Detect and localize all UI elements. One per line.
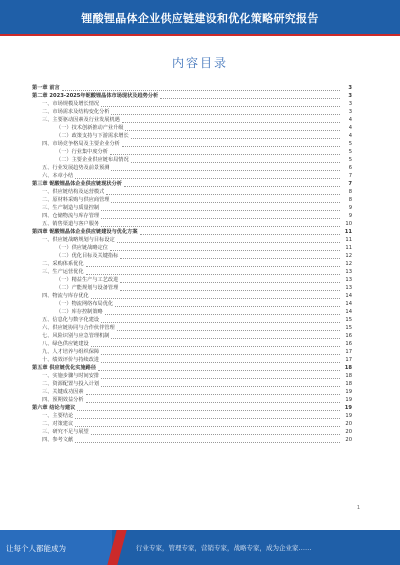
toc-leader-dots — [106, 190, 340, 195]
toc-entry[interactable] — [32, 420, 352, 428]
toc-entry-label: 四、物流与库存优化 — [42, 293, 89, 299]
report-header-bar — [0, 0, 400, 34]
report-title: 锂酸锂晶体企业供应链建设和优化策略研究报告 — [81, 12, 319, 25]
toc-entry-page: 11 — [345, 245, 352, 251]
toc-leader-dots — [98, 366, 340, 371]
toc-entry[interactable] — [32, 428, 352, 436]
toc-entry-label: 五、信息化与数字化建设 — [42, 317, 100, 323]
toc-entry-label: 一、主要结论 — [42, 413, 74, 419]
toc-entry-page: 5 — [348, 157, 352, 163]
toc-leader-dots — [125, 126, 340, 131]
toc-leader-dots — [75, 174, 340, 179]
toc-entry-page: 13 — [345, 277, 352, 283]
toc-leader-dots — [91, 342, 340, 347]
toc-entry[interactable] — [32, 308, 352, 316]
toc-entry-label: 三、生产制造与质量控制 — [42, 205, 100, 211]
table-of-contents — [32, 84, 352, 444]
toc-entry-page: 15 — [345, 317, 352, 323]
toc-entry-page: 18 — [345, 381, 352, 387]
toc-entry-label: 二、采购体系优化 — [42, 261, 84, 267]
toc-entry-label: 六、供应链协同与合作伙伴管理 — [42, 325, 115, 331]
toc-entry-page: 14 — [345, 309, 352, 315]
toc-entry-label: 一、实施步骤与时间安排 — [42, 373, 100, 379]
toc-leader-dots — [101, 318, 340, 323]
toc-entry-label: 第一章 前言 — [32, 85, 60, 91]
toc-entry-label: 二、对策建议 — [42, 421, 74, 427]
toc-leader-dots — [101, 350, 340, 355]
toc-leader-dots — [91, 430, 340, 435]
toc-entry-label: （一）物流网络布局优化 — [56, 301, 114, 307]
toc-entry-label: （一）精益生产与工艺改进 — [56, 277, 119, 283]
toc-entry-label: 四、市场竞争格局及主要企业分析 — [42, 141, 120, 147]
toc-entry[interactable] — [32, 388, 352, 396]
toc-entry-page: 4 — [348, 125, 352, 131]
toc-leader-dots — [86, 262, 340, 267]
toc-leader-dots — [91, 294, 340, 299]
toc-leader-dots — [117, 238, 340, 243]
toc-entry-page: 19 — [344, 405, 352, 411]
toc-entry-label: 第五章 供应链优化实施路径 — [32, 365, 97, 371]
toc-entry-page: 10 — [345, 221, 352, 227]
toc-entry[interactable] — [32, 108, 352, 116]
toc-leader-dots — [115, 302, 340, 307]
toc-entry[interactable] — [32, 300, 352, 308]
toc-entry-page: 19 — [345, 397, 352, 403]
toc-entry-label: （一）技术创新推动产业升级 — [56, 125, 124, 131]
toc-entry-page: 13 — [345, 285, 352, 291]
toc-entry-page: 6 — [348, 165, 352, 171]
toc-leader-dots — [101, 102, 340, 107]
toc-entry-label: 五、行业发展趋势及前景预测 — [42, 165, 110, 171]
toc-entry-page: 9 — [348, 205, 352, 211]
toc-entry-page: 5 — [348, 141, 352, 147]
toc-leader-dots — [101, 206, 340, 211]
toc-leader-dots — [120, 254, 340, 259]
toc-entry-label: 第六章 结论与建议 — [32, 405, 76, 411]
toc-entry-label: 二、市场需求及结构变化分析 — [42, 109, 110, 115]
toc-leader-dots — [62, 86, 340, 91]
toc-entry-page: 20 — [345, 429, 352, 435]
toc-entry-page: 7 — [348, 173, 352, 179]
toc-leader-dots — [110, 150, 340, 155]
toc-entry[interactable] — [32, 236, 352, 244]
toc-entry[interactable] — [32, 396, 352, 404]
toc-entry-page: 3 — [348, 101, 352, 107]
toc-entry[interactable] — [32, 268, 352, 276]
footer-tagline: 行业专家，管理专家，营销专家，战略专家，成为企业家…… — [136, 544, 312, 552]
toc-entry-page: 15 — [345, 325, 352, 331]
toc-leader-dots — [131, 158, 340, 163]
toc-entry[interactable] — [32, 332, 352, 340]
toc-leader-dots — [86, 390, 340, 395]
toc-entry-label: 七、风险识别与应急管理机制 — [42, 333, 110, 339]
toc-entry-page: 12 — [345, 253, 352, 259]
footer-slogan: 让每个人都能成为 — [6, 544, 66, 553]
toc-entry-page: 3 — [348, 93, 352, 99]
toc-entry[interactable] — [32, 132, 352, 140]
toc-entry-label: （二）优化目标及关键指标 — [56, 253, 119, 259]
toc-entry-page: 18 — [345, 373, 352, 379]
toc-entry[interactable] — [32, 172, 352, 180]
toc-entry-page: 18 — [344, 365, 352, 371]
toc-entry-page: 14 — [345, 301, 352, 307]
toc-leader-dots — [111, 334, 340, 339]
toc-leader-dots — [140, 230, 340, 235]
toc-entry-label: 三、主要驱动因素及行业发展机遇 — [42, 117, 120, 123]
toc-entry-page: 17 — [345, 349, 352, 355]
toc-entry[interactable] — [32, 92, 352, 100]
toc-entry-label: 四、仓储物流与库存管理 — [42, 213, 100, 219]
toc-leader-dots — [75, 438, 340, 443]
toc-entry[interactable] — [32, 220, 352, 228]
toc-entry-page: 13 — [345, 269, 352, 275]
page-number: 1 — [356, 505, 360, 511]
toc-entry-page: 5 — [348, 149, 352, 155]
toc-entry[interactable] — [32, 228, 352, 236]
toc-entry[interactable] — [32, 188, 352, 196]
toc-entry-page: 9 — [348, 213, 352, 219]
toc-leader-dots — [160, 94, 340, 99]
toc-entry-label: （二）政策支持与下游需求增长 — [56, 133, 129, 139]
toc-entry[interactable] — [32, 404, 352, 412]
toc-entry-label: 一、供应链结构及运营模式 — [42, 189, 105, 195]
toc-entry[interactable] — [32, 380, 352, 388]
toc-entry[interactable] — [32, 100, 352, 108]
toc-entry-label: 一、供应链战略规划与目标设定 — [42, 237, 115, 243]
toc-entry[interactable] — [32, 436, 352, 444]
toc-title: 内容目录 — [171, 56, 228, 70]
toc-entry[interactable] — [32, 156, 352, 164]
toc-entry-page: 16 — [345, 333, 352, 339]
toc-entry-label: 三、生产运营优化 — [42, 269, 84, 275]
toc-entry[interactable] — [32, 292, 352, 300]
toc-leader-dots — [101, 222, 340, 227]
toc-entry[interactable] — [32, 356, 352, 364]
toc-entry[interactable] — [32, 316, 352, 324]
toc-entry[interactable] — [32, 340, 352, 348]
toc-entry-label: （一）供应链战略定位 — [56, 245, 108, 251]
toc-entry-page: 12 — [345, 261, 352, 267]
toc-entry-page: 20 — [345, 437, 352, 443]
toc-leader-dots — [111, 166, 340, 171]
footer-banner — [0, 530, 400, 565]
toc-leader-dots — [124, 182, 340, 187]
toc-entry[interactable] — [32, 124, 352, 132]
toc-entry-page: 14 — [345, 293, 352, 299]
toc-leader-dots — [111, 110, 340, 115]
toc-entry[interactable] — [32, 276, 352, 284]
toc-entry-page: 4 — [348, 133, 352, 139]
toc-entry-label: 四、预期效益分析 — [42, 397, 84, 403]
toc-leader-dots — [101, 358, 340, 363]
toc-entry-label: 第三章 铌酸锂晶体企业供应链现状分析 — [32, 181, 122, 187]
toc-entry[interactable] — [32, 412, 352, 420]
toc-entry-page: 19 — [345, 389, 352, 395]
toc-entry-page: 16 — [345, 341, 352, 347]
toc-leader-dots — [75, 422, 340, 427]
toc-entry-page: 3 — [348, 109, 352, 115]
toc-leader-dots — [101, 382, 340, 387]
toc-entry-label: 五、销售渠道与客户服务 — [42, 221, 100, 227]
toc-leader-dots — [75, 414, 340, 419]
toc-leader-dots — [86, 398, 340, 403]
toc-entry-page: 19 — [345, 413, 352, 419]
header-accent-line — [0, 34, 400, 36]
toc-entry[interactable] — [32, 140, 352, 148]
toc-entry-label: （一）行业集中度分析 — [56, 149, 108, 155]
toc-entry[interactable] — [32, 372, 352, 380]
toc-entry-label: （二）主要企业供应链布局情况 — [56, 157, 129, 163]
toc-entry[interactable] — [32, 212, 352, 220]
toc-entry-page: 3 — [348, 85, 352, 91]
toc-leader-dots — [122, 142, 340, 147]
toc-entry[interactable] — [32, 164, 352, 172]
toc-leader-dots — [86, 270, 340, 275]
toc-entry-page: 11 — [345, 237, 352, 243]
toc-entry-label: 一、市场规模及增长情况 — [42, 101, 100, 107]
toc-entry-page: 8 — [348, 197, 352, 203]
toc-leader-dots — [105, 310, 340, 315]
toc-entry[interactable] — [32, 204, 352, 212]
toc-entry-page: 20 — [345, 421, 352, 427]
toc-entry[interactable] — [32, 180, 352, 188]
toc-entry-page: 7 — [348, 181, 352, 187]
toc-entry[interactable] — [32, 348, 352, 356]
toc-entry[interactable] — [32, 116, 352, 124]
toc-entry-label: 八、绿色供应链建设 — [42, 341, 89, 347]
toc-entry-label: 四、参考文献 — [42, 437, 74, 443]
toc-leader-dots — [110, 246, 340, 251]
toc-leader-dots — [111, 198, 340, 203]
toc-leader-dots — [101, 214, 340, 219]
toc-entry[interactable] — [32, 364, 352, 372]
toc-leader-dots — [131, 134, 340, 139]
toc-entry[interactable] — [32, 244, 352, 252]
toc-entry[interactable] — [32, 324, 352, 332]
footer-left-panel — [0, 530, 112, 565]
toc-entry-label: 三、关键成功因素 — [42, 389, 84, 395]
toc-entry-label: 六、本章小结 — [42, 173, 74, 179]
toc-leader-dots — [117, 326, 340, 331]
toc-entry-label: 第四章 铌酸锂晶体企业供应链建设与优化方案 — [32, 229, 138, 235]
toc-leader-dots — [120, 286, 340, 291]
toc-entry[interactable] — [32, 148, 352, 156]
toc-entry-label: （二）产能规划与设备管理 — [56, 285, 119, 291]
toc-entry-label: 三、研究不足与展望 — [42, 429, 89, 435]
toc-entry-page: 17 — [345, 357, 352, 363]
toc-entry-label: 十、绩效评价与持续改进 — [42, 357, 100, 363]
toc-entry[interactable] — [32, 284, 352, 292]
toc-entry-label: 二、资源配置与投入计划 — [42, 381, 100, 387]
toc-leader-dots — [120, 278, 340, 283]
toc-entry-page: 11 — [344, 229, 352, 235]
toc-entry-label: 九、人才培养与组织保障 — [42, 349, 100, 355]
toc-leader-dots — [101, 374, 340, 379]
toc-entry[interactable] — [32, 196, 352, 204]
toc-entry-label: 第二章 2023-2025年铌酸锂晶体市场现状及趋势分析 — [32, 93, 159, 99]
toc-leader-dots — [77, 406, 340, 411]
toc-leader-dots — [122, 118, 340, 123]
toc-entry-page: 4 — [348, 117, 352, 123]
toc-entry-label: （二）库存控制策略 — [56, 309, 103, 315]
toc-entry[interactable] — [32, 84, 352, 92]
toc-entry-label: 二、原材料采购与供应商管理 — [42, 197, 110, 203]
toc-entry-page: 8 — [348, 189, 352, 195]
toc-entry[interactable] — [32, 260, 352, 268]
toc-entry[interactable] — [32, 252, 352, 260]
